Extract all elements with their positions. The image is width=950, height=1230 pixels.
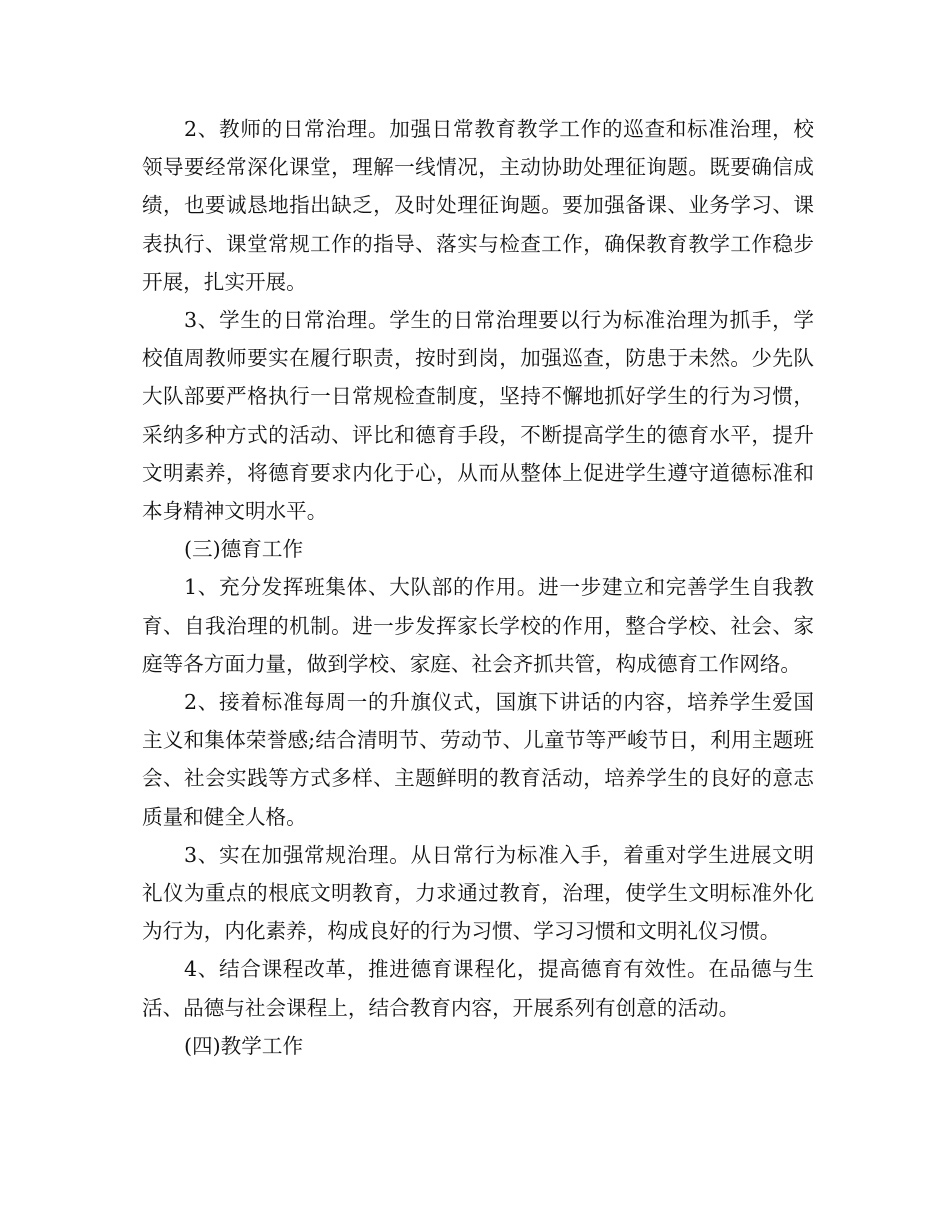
paragraph-teacher-management: 2、教师的日常治理。加强日常教育教学工作的巡查和标准治理，校领导要经常深化课堂，理解一线情况，主动协助处理征询题。既要确信成绩，也要诚恳地指出缺乏，及时处理征询题。要加强备课、业务学习、课表执行、课堂常规工作的指导、落实与检查工作，确保教育教学工作稳步开展，扎实开展。 xyxy=(142,117,814,294)
paragraph-routine-management: 3、实在加强常规治理。从日常行为标准入手，着重对学生进展文明礼仪为重点的根底文明教育，力求通过教育，治理，使学生文明标准外化为行为，内化素养，构成良好的行为习惯、学习习惯和文明礼仪习惯。 xyxy=(142,842,814,944)
paragraph-flag-ceremony: 2、接着标准每周一的升旗仪式，国旗下讲话的内容，培养学生爱国主义和集体荣誉感;结合清明节、劳动节、儿童节等严峻节日，利用主题班会、社会实践等方式多样、主题鲜明的教育活动，培养学生的良好的意志质量和健全人格。 xyxy=(142,690,814,829)
section-heading-moral-education: (三)德育工作 xyxy=(184,537,304,562)
paragraph-class-collective: 1、充分发挥班集体、大队部的作用。进一步建立和完善学生自我教育、自我治理的机制。进一步发挥家长学校的作用，整合学校、社会、家庭等各方面力量，做到学校、家庭、社会齐抓共管，构成德育工作网络。 xyxy=(142,575,814,676)
section-heading-teaching-work: (四)教学工作 xyxy=(184,1033,304,1058)
document-body xyxy=(142,110,814,1065)
paragraph-student-management: 3、学生的日常治理。学生的日常治理要以行为标准治理为抓手，学校值周教师要实在履行职责，按时到岗，加强巡查，防患于未然。少先队大队部要严格执行一日常规检查制度，坚持不懈地抓好学生的行为习惯，采纳多种方式的活动、评比和德育手段，不断提高学生的德育水平，提升文明素养，将德育要求内化于心，从而从整体上促进学生遵守道德标准和本身精神文明水平。 xyxy=(142,308,814,524)
paragraph-curriculum-reform: 4、结合课程改革，推进德育课程化，提高德育有效性。在品德与生活、品德与社会课程上，结合教育内容，开展系列有创意的活动。 xyxy=(142,957,814,1020)
